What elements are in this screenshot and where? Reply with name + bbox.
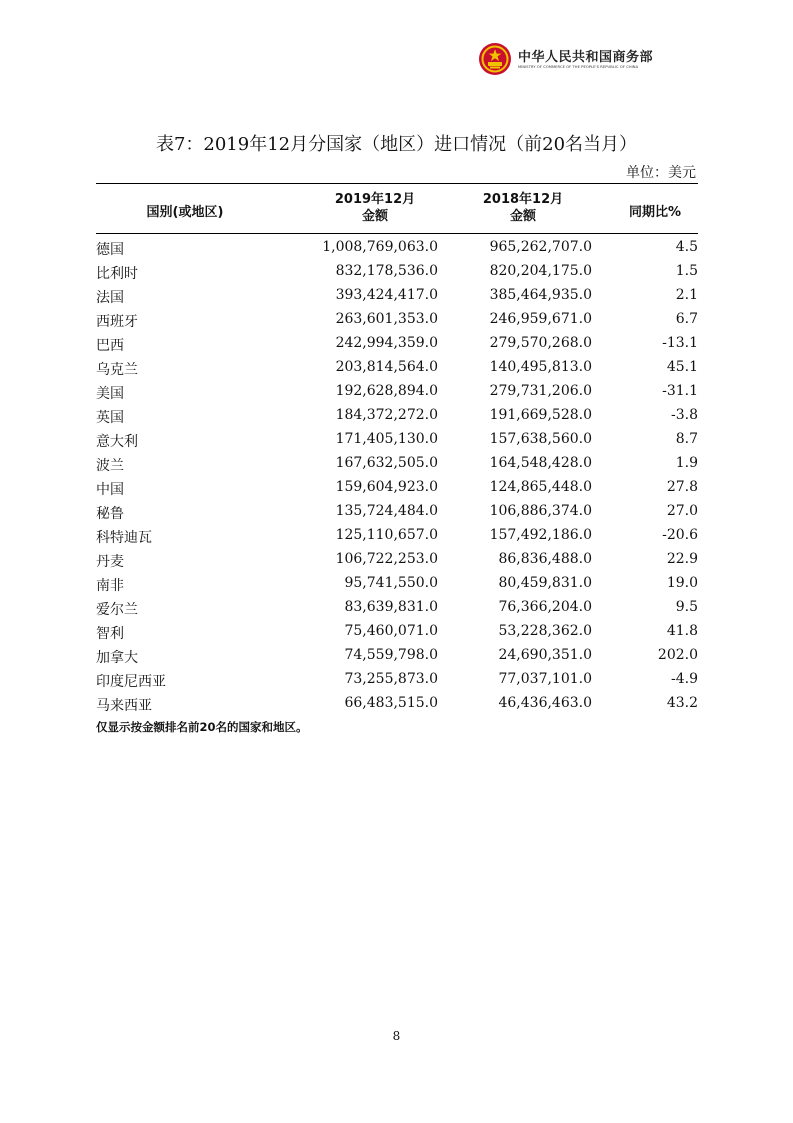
country-cell: 德国 (96, 242, 124, 258)
yoy-cell: -3.8 (671, 407, 698, 423)
country-cell: 爱尔兰 (96, 602, 138, 618)
amount-2019-cell: 135,724,484.0 (335, 503, 438, 519)
amount-2019-cell: 75,460,071.0 (344, 623, 438, 639)
column-header-country: 国别(或地区) (146, 205, 224, 220)
column-header-yoy: 同期比% (628, 205, 682, 220)
country-cell: 意大利 (96, 434, 138, 450)
amount-2019-cell: 832,178,536.0 (335, 263, 438, 279)
column-header-2018 (468, 191, 578, 225)
table-footnote: 仅显示按金额排名前20名的国家和地区。 (96, 720, 308, 734)
yoy-cell: 45.1 (666, 359, 698, 375)
amount-2018-cell: 86,836,488.0 (498, 551, 592, 567)
table-row (96, 596, 698, 620)
yoy-cell: 1.5 (675, 263, 698, 279)
amount-2019-cell: 66,483,515.0 (344, 695, 438, 711)
yoy-cell: -4.9 (671, 671, 698, 687)
yoy-cell: 1.9 (675, 455, 698, 471)
country-cell: 中国 (96, 482, 124, 498)
country-cell: 南非 (96, 578, 124, 594)
table-row (96, 548, 698, 572)
amount-2019-cell: 106,722,253.0 (335, 551, 438, 567)
table-row (96, 500, 698, 524)
amount-2018-cell: 279,731,206.0 (489, 383, 592, 399)
yoy-cell: 9.5 (675, 599, 698, 615)
amount-2018-cell: 385,464,935.0 (489, 287, 592, 303)
column-header-2019 (320, 191, 430, 225)
table-row (96, 404, 698, 428)
amount-2019-cell: 95,741,550.0 (344, 575, 438, 591)
yoy-cell: 4.5 (675, 239, 698, 255)
ministry-name-en: MINISTRY OF COMMERCE OF THE PEOPLE'S REPUBLIC OF CHINA (518, 65, 639, 69)
amount-2018-cell: 279,570,268.0 (489, 335, 592, 351)
amount-2019-cell: 393,424,417.0 (335, 287, 438, 303)
table-row (96, 452, 698, 476)
amount-2018-cell: 46,436,463.0 (498, 695, 592, 711)
table-top-rule (96, 183, 698, 184)
yoy-cell: -13.1 (662, 335, 698, 351)
amount-2019-cell: 74,559,798.0 (344, 647, 438, 663)
amount-2018-cell: 164,548,428.0 (489, 455, 592, 471)
table-row (96, 332, 698, 356)
ministry-header (478, 42, 708, 78)
table-header-rule (96, 233, 698, 234)
amount-2019-cell: 263,601,353.0 (335, 311, 438, 327)
amount-2019-cell: 159,604,923.0 (335, 479, 438, 495)
country-cell: 乌克兰 (96, 362, 138, 378)
country-cell: 智利 (96, 626, 124, 642)
country-cell: 加拿大 (96, 650, 138, 666)
column-header-2019-amount: 金额 (361, 209, 388, 224)
national-emblem-icon (478, 42, 512, 76)
country-cell: 西班牙 (96, 314, 138, 330)
country-cell: 波兰 (96, 458, 124, 474)
amount-2019-cell: 242,994,359.0 (335, 335, 438, 351)
table-row (96, 284, 698, 308)
country-cell: 丹麦 (96, 554, 124, 570)
yoy-cell: 2.1 (675, 287, 698, 303)
country-cell: 巴西 (96, 338, 124, 354)
amount-2018-cell: 124,865,448.0 (489, 479, 592, 495)
table-row (96, 308, 698, 332)
table-row (96, 260, 698, 284)
yoy-cell: 8.7 (675, 431, 698, 447)
ministry-name-cn: 中华人民共和国商务部 (518, 50, 654, 65)
amount-2019-cell: 184,372,272.0 (335, 407, 438, 423)
amount-2019-cell: 1,008,769,063.0 (322, 239, 438, 255)
table-row (96, 476, 698, 500)
yoy-cell: -31.1 (662, 383, 698, 399)
amount-2018-cell: 24,690,351.0 (498, 647, 592, 663)
amount-2018-cell: 191,669,528.0 (489, 407, 592, 423)
country-cell: 印度尼西亚 (96, 674, 166, 690)
table-row (96, 572, 698, 596)
country-cell: 马来西亚 (96, 698, 152, 714)
amount-2018-cell: 140,495,813.0 (489, 359, 592, 375)
amount-2018-cell: 965,262,707.0 (489, 239, 592, 255)
yoy-cell: 27.0 (666, 503, 698, 519)
unit-label: 单位：美元 (626, 165, 696, 181)
country-cell: 法国 (96, 290, 124, 306)
page-number: 8 (392, 1029, 401, 1043)
country-cell: 美国 (96, 386, 124, 402)
amount-2019-cell: 192,628,894.0 (335, 383, 438, 399)
yoy-cell: 6.7 (675, 311, 698, 327)
yoy-cell: 22.9 (666, 551, 698, 567)
country-cell: 比利时 (96, 266, 138, 282)
table-title: 表7：2019年12月分国家（地区）进口情况（前20名当月） (155, 134, 638, 155)
table-row (96, 356, 698, 380)
amount-2018-cell: 53,228,362.0 (498, 623, 592, 639)
column-header-2019-period: 2019年12月 (334, 192, 416, 207)
table-row (96, 428, 698, 452)
yoy-cell: 41.8 (666, 623, 698, 639)
amount-2019-cell: 73,255,873.0 (344, 671, 438, 687)
country-cell: 科特迪瓦 (96, 530, 152, 546)
table-row (96, 236, 698, 260)
table-row (96, 620, 698, 644)
amount-2019-cell: 167,632,505.0 (335, 455, 438, 471)
country-cell: 英国 (96, 410, 124, 426)
table-row (96, 692, 698, 716)
table-row (96, 668, 698, 692)
yoy-cell: 27.8 (666, 479, 698, 495)
column-header-2018-period: 2018年12月 (482, 192, 564, 207)
amount-2019-cell: 83,639,831.0 (344, 599, 438, 615)
amount-2018-cell: 820,204,175.0 (489, 263, 592, 279)
amount-2018-cell: 76,366,204.0 (498, 599, 592, 615)
amount-2018-cell: 157,638,560.0 (489, 431, 592, 447)
amount-2018-cell: 246,959,671.0 (489, 311, 592, 327)
amount-2019-cell: 125,110,657.0 (335, 527, 438, 543)
yoy-cell: 19.0 (666, 575, 698, 591)
table-row (96, 644, 698, 668)
amount-2019-cell: 171,405,130.0 (335, 431, 438, 447)
amount-2018-cell: 77,037,101.0 (498, 671, 592, 687)
amount-2018-cell: 157,492,186.0 (489, 527, 592, 543)
amount-2018-cell: 80,459,831.0 (498, 575, 592, 591)
amount-2018-cell: 106,886,374.0 (489, 503, 592, 519)
yoy-cell: -20.6 (662, 527, 698, 543)
country-cell: 秘鲁 (96, 506, 124, 522)
table-body (96, 236, 698, 716)
table-row (96, 524, 698, 548)
table-row (96, 380, 698, 404)
yoy-cell: 43.2 (666, 695, 698, 711)
column-header-2018-amount: 金额 (509, 209, 536, 224)
amount-2019-cell: 203,814,564.0 (335, 359, 438, 375)
yoy-cell: 202.0 (657, 647, 698, 663)
